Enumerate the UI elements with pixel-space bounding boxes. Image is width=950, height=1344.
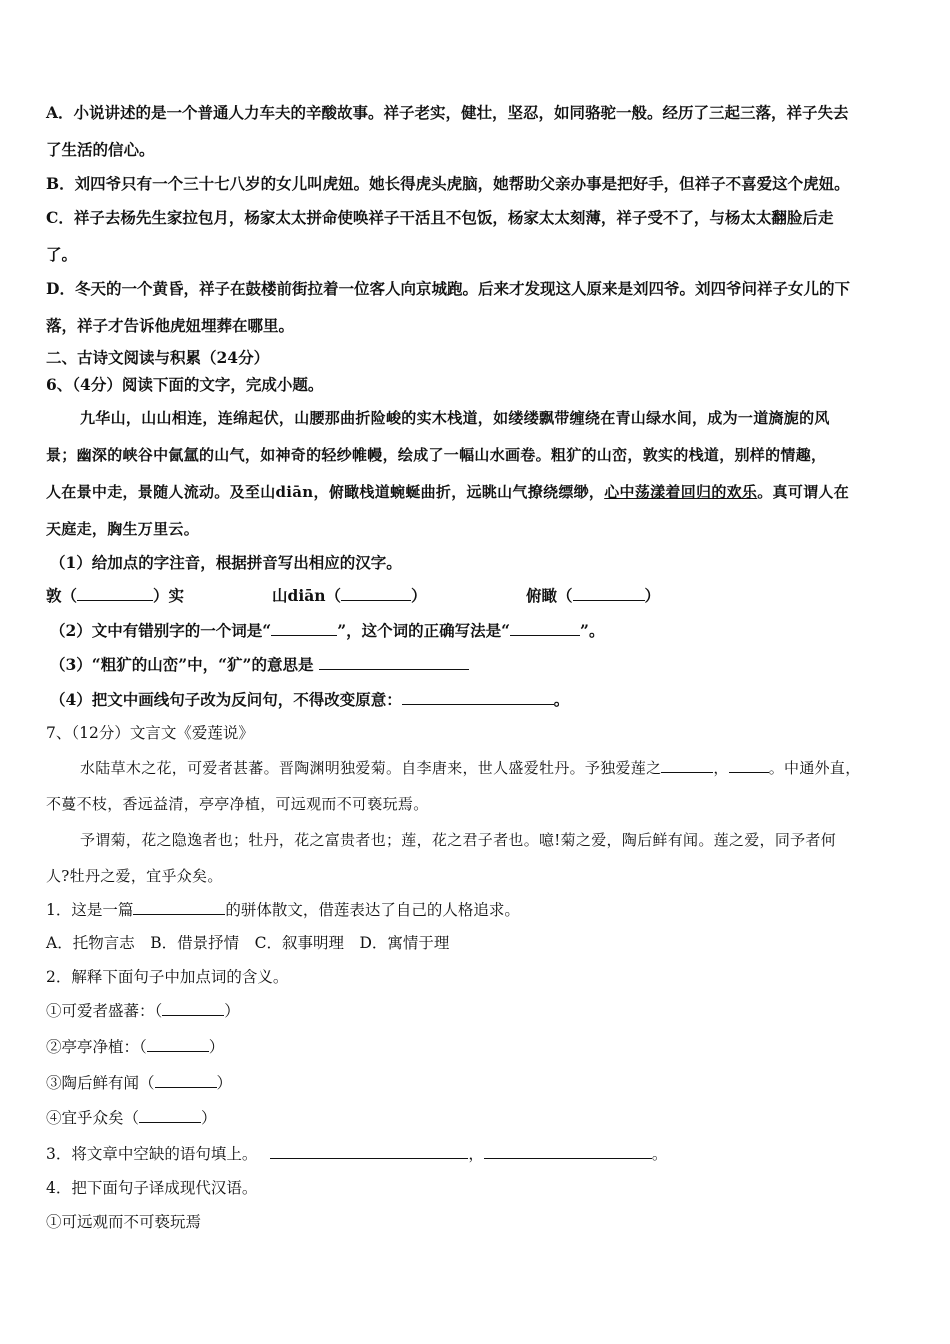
q7-q1: [46, 900, 520, 920]
q7-q2-item2-close: ）: [208, 1038, 225, 1056]
q6-word2-blank[interactable]: [341, 586, 411, 601]
q7-q2-item1-blank[interactable]: [162, 1001, 224, 1016]
q7-title: 7、（12分）文言文《爱莲说》: [46, 724, 254, 742]
q7-q2-item2-text: ②亭亭净植：（: [46, 1038, 147, 1056]
q6-word1-blank[interactable]: [77, 586, 153, 601]
q7-q4: 4．把下面句子译成现代汉语。: [46, 1179, 258, 1197]
q7-q2-item2: [46, 1037, 224, 1057]
q7-passage-line1: [80, 758, 861, 778]
q6-sub4-blank[interactable]: [402, 690, 554, 705]
q6-sub1: （1）给加点的字注音，根据拼音写出相应的汉字。: [50, 553, 402, 572]
q7-q2-item3-blank[interactable]: [155, 1073, 217, 1088]
q6-word1-prefix: 敦（: [46, 586, 78, 605]
option-c-line2: 了。: [46, 245, 78, 264]
q6-sub2-b: ”，这个词的正确写法是“: [337, 621, 511, 640]
option-c-line1: C．祥子去杨先生家拉包月，杨家太太拼命使唤祥子干活且不包饭，杨家太太刻薄，祥子受不了，与杨太太翻脸后走: [46, 208, 834, 227]
option-d-line1: D．冬天的一个黄昏，祥子在鼓楼前街拉着一位客人向京城跑。后来才发现这人原来是刘四爷。刘四爷问祥子女儿的下: [46, 279, 850, 298]
q7-passage-line2: 不蔓不枝，香远益清，亭亭净植，可远观而不可亵玩焉。: [46, 795, 429, 813]
q7-passage-blank2[interactable]: [729, 758, 769, 773]
option-a-line1: A．小说讲述的是一个普通人力车夫的辛酸故事。祥子老实，健壮，坚忍，如同骆驼一般。经历了三起三落，祥子失去: [46, 103, 849, 122]
q6-sub2: [50, 621, 604, 641]
q6-sub2-a: （2）文中有错别字的一个词是“: [50, 621, 272, 640]
q7-q1-a: 1．这是一篇: [46, 901, 134, 919]
q6-passage-line4: 天庭走，胸生万里云。: [46, 520, 200, 538]
q6-word3-blank[interactable]: [573, 586, 645, 601]
q6-sub4-text: （4）把文中画线句子改为反问句，不得改变原意：: [50, 690, 402, 709]
q6-sub4-end: 。: [553, 690, 570, 709]
q7-passage-line4: 人?牡丹之爱，宜乎众矣。: [46, 867, 223, 885]
q7-q1-b: 的骈体散文，借莲表达了自己的人格追求。: [225, 901, 520, 919]
q6-word3-suffix: ）: [644, 586, 661, 605]
q6-word1-suffix: ）实: [153, 586, 185, 605]
q7-q1-blank[interactable]: [133, 900, 225, 915]
q6-sub3: [50, 655, 469, 675]
q7-q3-comma: ，: [468, 1145, 484, 1163]
q7-q2-item4-blank[interactable]: [139, 1108, 201, 1123]
q6-word2-suffix: ）: [411, 586, 427, 605]
q7-q2-item1-text: ①可爱者盛蕃：（: [46, 1002, 163, 1020]
q7-q3-blank2[interactable]: [484, 1144, 652, 1159]
q7-passage-line3: 予谓菊，花之隐逸者也；牡丹，花之富贵者也；莲，花之君子者也。噫!菊之爱，陶后鲜有闻。莲之爱，同予者何: [80, 831, 837, 849]
q6-sub2-blank1[interactable]: [271, 621, 337, 636]
q7-q3-text: 3．将文章中空缺的语句填上。: [46, 1145, 258, 1163]
q6-passage-line3-c: 。真可谓人在: [757, 483, 850, 501]
q7-q3: [46, 1144, 667, 1164]
q7-q2-item4: [46, 1108, 217, 1128]
q6-underlined-sentence: 心中荡漾着回归的欢乐: [604, 483, 758, 501]
q7-q1-options: A．托物言志 B．借景抒情 C．叙事明理 D．寓情于理: [46, 934, 450, 952]
q6-title: 6、（4分）阅读下面的文字，完成小题。: [46, 375, 324, 394]
section2-title: 二、古诗文阅读与积累（24分）: [46, 348, 270, 367]
q7-q2-item4-close: ）: [201, 1109, 217, 1127]
q7-q2-item1: [46, 1001, 240, 1021]
q7-q2-item2-blank[interactable]: [147, 1037, 209, 1052]
q7-q3-blank1[interactable]: [270, 1144, 468, 1159]
q7-q2-item3-text: ③陶后鲜有闻（: [46, 1074, 155, 1092]
option-d-line2: 落，祥子才告诉他虎妞埋葬在哪里。: [46, 316, 295, 335]
q6-word3-prefix: 俯瞰（: [526, 586, 573, 605]
q6-passage-line1: 九华山，山山相连，连绵起伏，山腰那曲折险峻的实木栈道，如缕缕飘带缠绕在青山绿水间，成为一道旖旎的风: [80, 409, 830, 427]
q7-passage-line1-a: 水陆草木之花，可爱者甚蕃。晋陶渊明独爱菊。自李唐来，世人盛爱牡丹。予独爱莲之: [80, 759, 662, 777]
q6-sub4: [50, 690, 569, 710]
q6-passage-line2: 景；幽深的峡谷中氤氲的山气，如神奇的轻纱帷幔，绘成了一幅山水画卷。粗犷的山峦，敦实的栈道，别样的情趣，: [46, 446, 827, 464]
q7-passage-line1-b: ，: [713, 759, 729, 777]
q7-q2: 2．解释下面句子中加点词的含义。: [46, 968, 289, 986]
q7-q2-item4-text: ④宜乎众矣（: [46, 1109, 140, 1127]
option-a-line2: 了生活的信心。: [46, 140, 155, 159]
q6-sub3-text: （3）“粗犷的山峦”中，“犷”的意思是: [50, 655, 314, 674]
q6-sub3-blank[interactable]: [319, 655, 469, 670]
q6-sub2-blank2[interactable]: [510, 621, 580, 636]
q7-q2-item1-close: ）: [224, 1002, 240, 1020]
q6-sub2-c: ”。: [580, 621, 605, 640]
q7-q2-item3: [46, 1073, 232, 1093]
option-b-line1: B．刘四爷只有一个三十七八岁的女儿叫虎妞。她长得虎头虎脑，她帮助父亲办事是把好手，但祥子不喜爱这个虎妞。: [46, 174, 850, 193]
q7-q2-item3-close: ）: [216, 1074, 233, 1092]
q7-passage-blank1[interactable]: [661, 758, 713, 773]
q7-q4-item1: ①可远观而不可亵玩焉: [46, 1213, 202, 1231]
q7-q3-end: 。: [651, 1145, 668, 1163]
q6-word2: [272, 586, 427, 606]
q6-word2-prefix: 山diān（: [272, 586, 342, 605]
q7-passage-line1-c: 。中通外直，: [768, 759, 861, 777]
q6-passage-line3-a: 人在景中走，景随人流动。及至山diān，俯瞰栈道蜿蜒曲折，远眺山气撩绕缥缈，: [46, 483, 605, 501]
q6-word3: [526, 586, 660, 606]
q6-passage-line3: [46, 482, 849, 502]
q6-word1: [46, 586, 184, 606]
